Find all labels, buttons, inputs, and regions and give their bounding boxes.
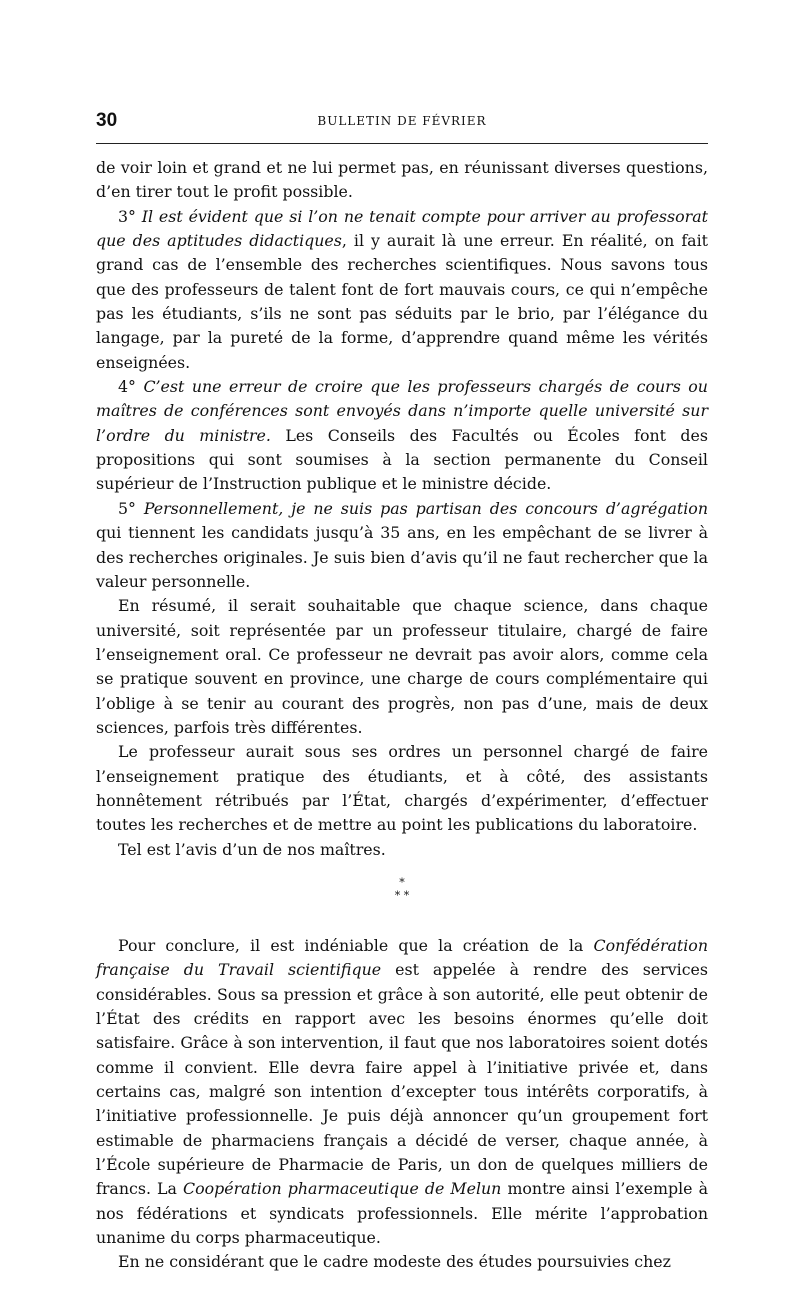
paragraph xyxy=(96,594,708,740)
italic-text: C’est une erreur de croire que les professeurs chargés de cours ou maîtres de conférences sont envoyés dans n’importe quelle université sur l’ordre du ministre. xyxy=(96,377,708,445)
paragraph xyxy=(96,1250,708,1274)
running-title: BULLETIN DE FÉVRIER xyxy=(317,114,487,128)
text-run: montre ainsi l’exemple à nos fédérations et syndicats professionnels. Elle mérite l’approbation unanime du corps pharmaceutique. xyxy=(96,1179,708,1248)
italic-text: Confédération française du Travail scientifique xyxy=(96,935,708,980)
paragraph xyxy=(96,838,708,862)
asterism-top: * xyxy=(399,875,405,889)
italic-text: Coopération pharmaceutique de Melun xyxy=(183,1179,502,1199)
italic-text: Il est évident que si l’on ne tenait compte pour arriver au professorat que des aptitudes didactiques xyxy=(96,206,708,251)
text-run: Tel est l’avis d’un de nos maîtres. xyxy=(118,839,386,859)
text-run: 5° xyxy=(118,498,144,518)
text-run: Le professeur aurait sous ses ordres un personnel chargé de faire l’enseignement pratique des étudiants, et à côté, des assistants honnêtement rétribués par l’État, chargés d’expérimenter, d’effectuer toutes les recherches et de mettre au point les publications du laboratoire. xyxy=(96,742,708,835)
text-run: En résumé, il serait souhaitable que chaque science, dans chaque université, soit représentée par un professeur titulaire, chargé de faire l’enseignement oral. Ce professeur ne devrait pas avoir alors, comme cela se pratique souvent en province, une charge de cours complémentaire qui l’oblige à se tenir au courant des progrès, non pas d’une, mais de deux sciences, parfois très différentes. xyxy=(96,596,708,737)
page-number: 30 xyxy=(96,110,118,131)
page-header xyxy=(96,110,708,140)
paragraph xyxy=(96,205,708,375)
text-run: , il y aurait là une erreur. En réalité, on fait grand cas de l’ensemble des recherches scientifiques. Nous savons tous que des professeurs de talent font de fort mauvais cours, ce qui n’empêche pas les étudiants, s’ils ne sont pas séduits par le brio, par l’élégance du langage, par la pureté de la forme, d’apprendre quand même les vérités enseignées. xyxy=(96,231,708,372)
text-run: Pour conclure, il est indéniable que la création de la xyxy=(118,935,594,955)
paragraph xyxy=(96,740,708,837)
paragraph xyxy=(96,934,708,1250)
text-run: En ne considérant que le cadre modeste des études poursuivies chez xyxy=(118,1252,671,1272)
text-run: 3° xyxy=(118,206,142,226)
text-section-after xyxy=(96,934,708,1275)
text-run: 4° xyxy=(118,377,144,397)
paragraph xyxy=(96,156,708,205)
text-run: de voir loin et grand et ne lui permet pas, en réunissant diverses questions, d’en tirer tout le profit possible. xyxy=(96,158,708,202)
header-rule xyxy=(96,143,708,144)
paragraph xyxy=(96,375,708,497)
text-run: est appelée à rendre des services considérables. Sous sa pression et grâce à son autorité, elle peut obtenir de l’État des crédits en rapport avec les besoins énormes qu’elle doit satisfaire. Grâce à son intervention, il faut que nos laboratoires soient dotés comme il convient. Elle devra faire appel à l’initiative privée et, dans certains cas, malgré son intention d’excepter tous intérêts corporatifs, à l’initiative professionnelle. Je puis déjà annoncer qu’un groupement fort estimable de pharmaciens français a décidé de verser, chaque année, à l’École supérieure de Pharmacie de Paris, un don de quelques milliers de francs. La xyxy=(96,960,709,1199)
asterism-bottom: * * xyxy=(394,888,410,902)
text-run: Les Conseils des Facultés ou Écoles font des propositions qui sont soumises à la section permanente du Conseil supérieur de l’Instruction publique et le ministre décide. xyxy=(96,425,708,494)
text-section-before xyxy=(96,156,708,862)
paragraph xyxy=(96,497,708,594)
asterism-separator xyxy=(96,862,708,934)
text-run: qui tiennent les candidats jusqu’à 35 ans, en les empêchant de se livrer à des recherches originales. Je suis bien d’avis qu’il ne faut rechercher que la valeur personnelle. xyxy=(96,523,708,591)
italic-text: Personnellement, je ne suis pas partisan des concours d’agrégation xyxy=(143,498,708,518)
body-text xyxy=(96,156,708,1275)
